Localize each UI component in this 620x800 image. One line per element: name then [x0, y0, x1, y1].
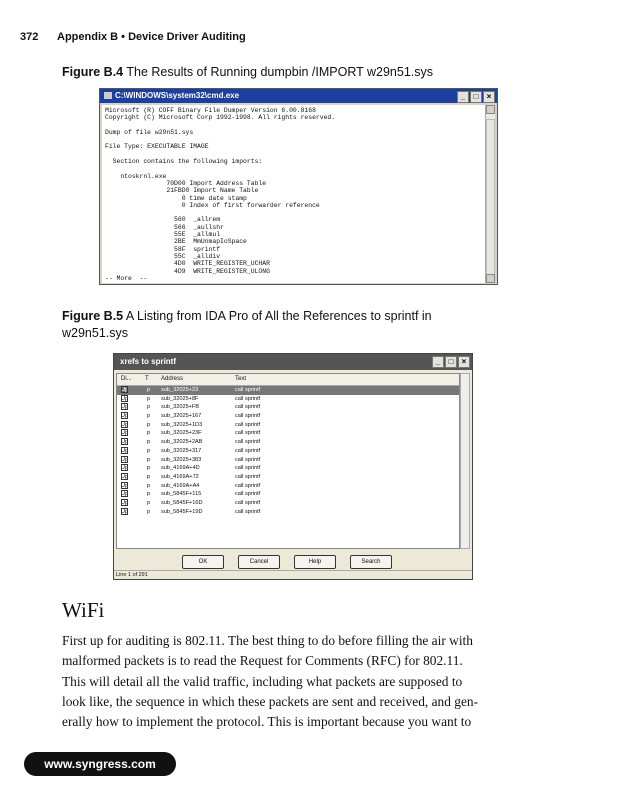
cell-type: p	[147, 447, 151, 454]
table-row[interactable]	[117, 421, 459, 430]
xrefs-scrollbar[interactable]	[460, 373, 470, 549]
cell-text: call sprintf	[235, 447, 261, 454]
cell-address: sub_32025+FB	[161, 404, 200, 411]
xref-up-icon	[121, 456, 128, 463]
cell-text: call sprintf	[235, 413, 261, 420]
running-header	[20, 31, 246, 43]
console-line: 55E _allmul	[105, 231, 221, 239]
cell-address: sub_32025+23F	[161, 430, 202, 437]
cell-address: sub_4169A+4D	[161, 465, 200, 472]
cell-text: call sprintf	[235, 404, 261, 411]
close-icon[interactable]: ×	[483, 91, 495, 103]
cell-dir	[121, 395, 128, 404]
cell-address: sub_5845F+19D	[161, 508, 203, 515]
dialog-buttons	[114, 552, 472, 572]
cell-dir-text: Up	[121, 387, 129, 393]
search-button[interactable]: Search	[350, 555, 392, 569]
xref-up-icon	[121, 421, 128, 428]
console-line: Dump of file w29n51.sys	[105, 128, 194, 136]
cell-dir	[121, 456, 128, 465]
cell-type: p	[147, 387, 151, 393]
column-direction[interactable]: Di...	[121, 376, 132, 382]
console-line: Microsoft (R) COFF Binary File Dumper Version 6.00.8168	[105, 107, 316, 114]
minimize-icon[interactable]: _	[432, 356, 444, 368]
console-line: -- More --	[105, 274, 148, 282]
cell-type: p	[147, 413, 151, 420]
console-line: 0 time date stamp	[105, 194, 247, 202]
close-icon[interactable]: ×	[458, 356, 470, 368]
ok-button[interactable]: OK	[182, 555, 224, 569]
figure-b5-caption	[62, 308, 432, 342]
cell-address: sub_32025+8F	[161, 395, 199, 402]
cell-dir	[121, 412, 128, 421]
cell-type: p	[147, 404, 151, 411]
xrefs-title: xrefs to sprintf	[120, 357, 177, 366]
publisher-url[interactable]: www.syngress.com	[24, 752, 176, 776]
xref-up-icon	[121, 464, 128, 471]
page-number: 372	[20, 31, 39, 43]
cell-dir	[121, 499, 128, 508]
cell-type: p	[147, 499, 151, 506]
minimize-icon[interactable]: _	[457, 91, 469, 103]
paragraph-line: erally how to implement the protocol. This is important because you want to	[62, 714, 472, 730]
table-row[interactable]	[117, 473, 459, 482]
cell-text: call sprintf	[235, 491, 261, 498]
table-row[interactable]	[117, 395, 459, 404]
cmd-app-icon	[104, 92, 112, 99]
paragraph-line: look like, the sequence in which these packets are sent and received, and gen-	[62, 693, 479, 709]
cell-dir-text: Up	[121, 413, 129, 420]
table-row[interactable]	[117, 438, 459, 447]
cell-address: sub_5845F+115	[161, 491, 202, 498]
cmd-scrollbar[interactable]	[485, 105, 495, 283]
xrefs-dialog	[113, 353, 473, 580]
cell-address: sub_32025+2AB	[161, 439, 203, 446]
table-row[interactable]	[117, 490, 459, 499]
console-line: Copyright (C) Microsoft Corp 1992-1998. All rights reserved.	[105, 114, 336, 122]
xref-up-icon	[121, 473, 128, 480]
cell-text: call sprintf	[235, 439, 261, 446]
cell-address: sub_32025+167	[161, 413, 202, 420]
scroll-down-icon[interactable]	[486, 274, 495, 283]
column-text[interactable]: Text	[235, 376, 247, 382]
cell-type: p	[147, 491, 151, 498]
console-text	[102, 105, 486, 283]
cell-type: p	[147, 473, 151, 480]
cell-dir-text: Up	[121, 395, 129, 402]
cell-dir-text: Up	[121, 508, 129, 515]
status-bar: Line 1 of 291	[114, 570, 472, 579]
figure-b4-caption-text: The Results of Running dumpbin /IMPORT w29n51.sys	[126, 65, 434, 79]
table-row[interactable]	[117, 447, 459, 456]
table-row[interactable]	[117, 386, 459, 395]
cell-address: sub_32025+317	[161, 447, 202, 454]
xrefs-title-bar[interactable]	[114, 354, 472, 370]
cell-address: sub_4169A+72	[161, 473, 199, 480]
paragraph-line: This will detail all the valid traffic, including what packets are supposed to	[62, 673, 463, 689]
cmd-title-bar[interactable]	[100, 89, 497, 103]
cell-dir-text: Up	[121, 447, 129, 454]
cell-text: call sprintf	[235, 508, 261, 515]
figure-b5-caption-line1: A Listing from IDA Pro of All the References to sprintf in	[125, 309, 432, 323]
cell-dir	[121, 482, 128, 491]
table-row[interactable]	[117, 508, 459, 517]
table-row[interactable]	[117, 412, 459, 421]
cell-type: p	[147, 430, 151, 437]
cell-dir-text: Up	[121, 499, 129, 506]
cell-dir	[121, 429, 128, 438]
cell-dir-text: Up	[121, 473, 129, 480]
scroll-up-icon[interactable]	[486, 105, 495, 114]
cell-dir-text: Up	[121, 491, 129, 498]
table-row[interactable]	[117, 429, 459, 438]
xrefs-list	[116, 373, 460, 549]
console-line: 560 _allrem	[105, 216, 221, 224]
cell-text: call sprintf	[235, 499, 261, 506]
console-line: 58F sprintf	[105, 245, 221, 253]
console-line: 70D00 Import Address Table	[105, 179, 267, 187]
cell-type: p	[147, 456, 151, 463]
cell-address: sub_4169A+A4	[161, 482, 200, 489]
cell-dir	[121, 473, 128, 482]
cell-dir	[121, 447, 128, 456]
console-line: 21FBD0 Import Name Table	[105, 187, 259, 195]
table-row[interactable]	[117, 456, 459, 465]
column-address[interactable]: Address	[161, 376, 184, 382]
cmd-window	[99, 88, 498, 285]
cell-address: sub_5845F+16D	[161, 499, 203, 506]
cell-dir-text: Up	[121, 430, 129, 437]
section-heading: WiFi	[62, 598, 105, 622]
cell-dir-text: Up	[121, 421, 129, 428]
cell-type: p	[147, 421, 151, 428]
cell-dir-text: Up	[121, 456, 129, 463]
maximize-icon[interactable]: □	[445, 356, 457, 368]
table-row[interactable]	[117, 464, 459, 473]
maximize-icon[interactable]: □	[470, 91, 482, 103]
console-line: Section contains the following imports:	[105, 158, 263, 166]
table-row[interactable]	[117, 403, 459, 412]
help-button[interactable]: Help	[294, 555, 336, 569]
cell-dir-text: Up	[121, 439, 129, 446]
cell-address: sub_32025+1D3	[161, 421, 203, 428]
running-title: Appendix B • Device Driver Auditing	[57, 31, 246, 43]
cell-address: sub_32025+23	[161, 387, 199, 393]
cell-text: call sprintf	[235, 456, 261, 463]
cell-dir	[121, 508, 128, 517]
cell-type: p	[147, 439, 151, 446]
cell-text: call sprintf	[235, 395, 261, 402]
table-row[interactable]	[117, 499, 459, 508]
list-header	[117, 374, 459, 386]
console-line: 4D9 WRITE_REGISTER_ULONG	[105, 267, 270, 275]
cell-text: call sprintf	[235, 473, 261, 480]
scroll-thumb[interactable]	[486, 119, 495, 279]
cell-type: p	[147, 465, 151, 472]
xref-up-icon	[121, 490, 128, 497]
paragraph-line: malformed packets is to read the Request for Comments (RFC) for 802.11.	[62, 653, 463, 669]
figure-b5-label: Figure B.5	[62, 309, 124, 323]
xref-up-icon	[121, 386, 128, 393]
table-row[interactable]	[117, 482, 459, 491]
cell-dir	[121, 464, 128, 473]
paragraph-line: First up for auditing is 802.11. The best thing to do before filling the air with	[62, 633, 473, 648]
xref-up-icon	[121, 412, 128, 419]
console-line: 566 _aullshr	[105, 223, 224, 231]
cell-dir-text: Up	[121, 404, 129, 411]
figure-b5-caption-line2: w29n51.sys	[62, 326, 129, 340]
console-line: 4D0 WRITE_REGISTER_UCHAR	[105, 260, 270, 268]
cell-text: call sprintf	[235, 465, 261, 472]
xref-up-icon	[121, 508, 128, 515]
xref-up-icon	[121, 482, 128, 489]
cell-dir-text: Up	[121, 465, 129, 472]
console-line: File Type: EXECUTABLE IMAGE	[105, 143, 209, 151]
cell-dir	[121, 386, 128, 395]
console-line: 55C _alldiv	[105, 252, 221, 260]
cell-dir	[121, 421, 128, 430]
xref-up-icon	[121, 403, 128, 410]
cell-dir-text: Up	[121, 482, 129, 489]
console-line: ntoskrnl.exe	[105, 172, 167, 180]
cell-text: call sprintf	[235, 430, 261, 437]
cell-address: sub_32025+383	[161, 456, 202, 463]
cell-text: call sprintf	[235, 482, 261, 489]
console-line: 0 Index of first forwarder reference	[105, 201, 320, 209]
cancel-button[interactable]: Cancel	[238, 555, 280, 569]
body-paragraph	[62, 631, 552, 732]
cmd-console-output	[102, 105, 486, 283]
xref-up-icon	[121, 395, 128, 402]
figure-b4-label: Figure B.4	[62, 65, 124, 79]
cell-text: call sprintf	[235, 421, 261, 428]
cell-type: p	[147, 482, 151, 489]
xref-up-icon	[121, 438, 128, 445]
cell-type: p	[147, 508, 151, 515]
console-line: 2BE MmUnmapIoSpace	[105, 238, 247, 246]
cell-dir	[121, 403, 128, 412]
cell-dir	[121, 438, 128, 447]
xref-up-icon	[121, 499, 128, 506]
cmd-window-title: C:\WINDOWS\system32\cmd.exe	[115, 91, 240, 100]
cell-dir	[121, 490, 128, 499]
xref-up-icon	[121, 429, 128, 436]
cell-text: call sprintf	[235, 387, 261, 393]
column-type[interactable]: T	[145, 376, 149, 382]
cell-type: p	[147, 395, 151, 402]
figure-b4-caption	[62, 64, 433, 81]
xref-up-icon	[121, 447, 128, 454]
